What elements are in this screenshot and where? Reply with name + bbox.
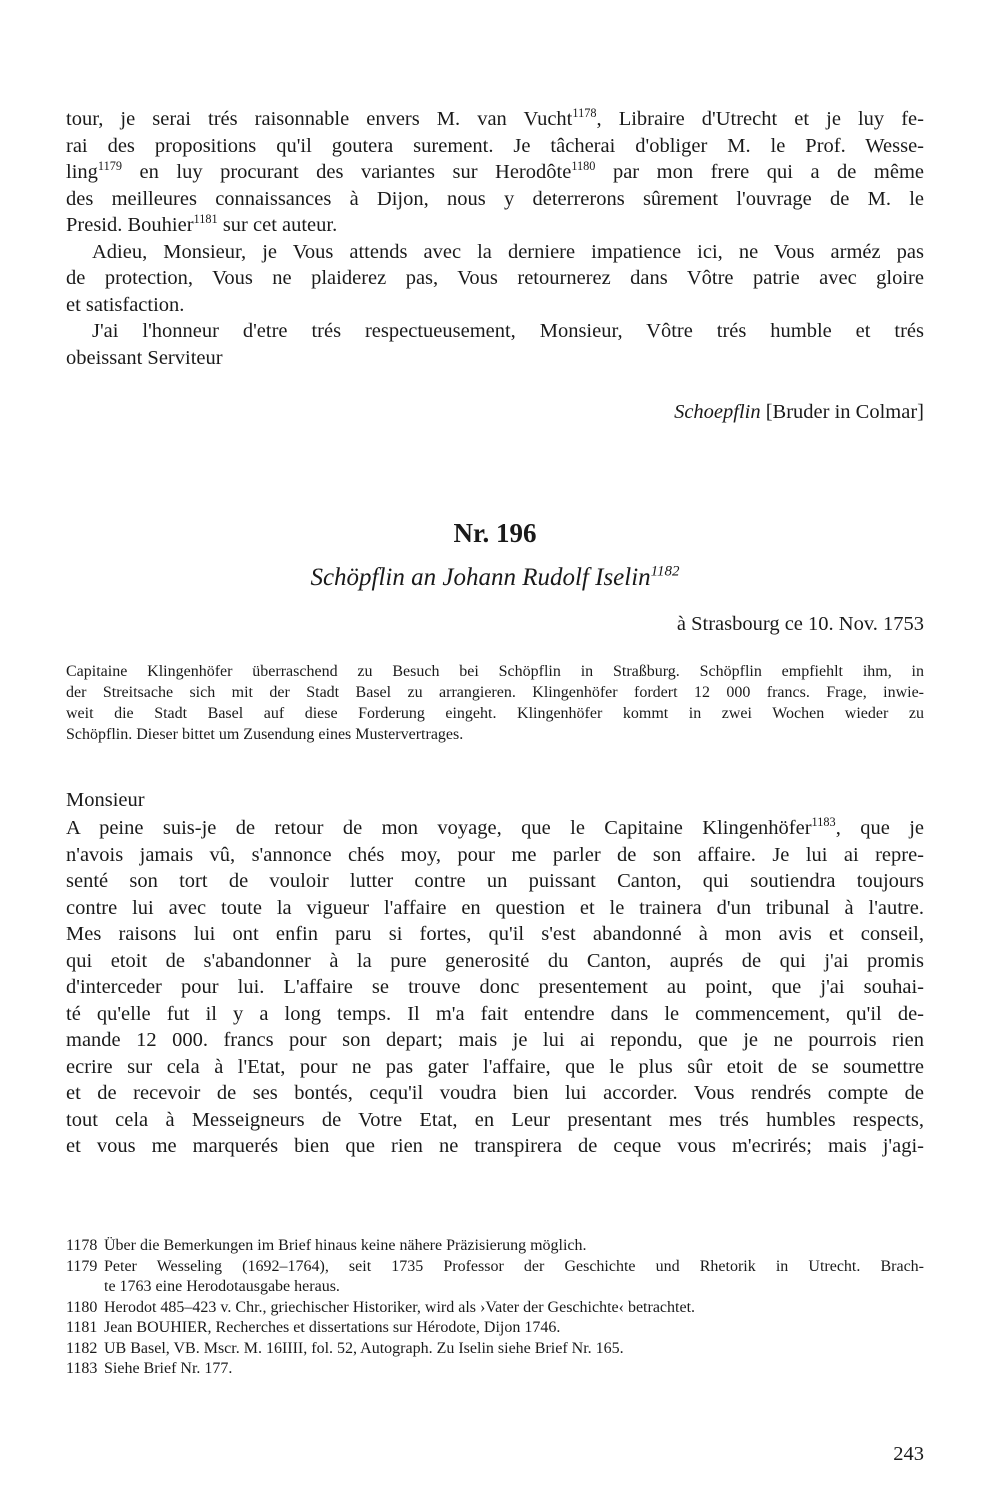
- text-line: qui etoit de s'abandonner à la pure generosité du Canton, auprés de qui j'ai promis: [66, 949, 924, 972]
- footnote-text: te 1763 eine Herodotausgabe heraus.: [104, 1278, 340, 1295]
- text-line: des meilleures connaissances à Dijon, nous y deterrerons sûrement l'ouvrage de M. le: [66, 187, 924, 210]
- page-number: 243: [893, 1443, 924, 1465]
- letter-continuation: [66, 106, 924, 371]
- footnote-number: 1183: [66, 1360, 98, 1377]
- text-line: d'interceder pour lui. L'affaire se trouve donc presentement au point, que j'ai souhai-: [66, 976, 924, 998]
- text-line: et vous me marquerés bien que rien ne transpirera de ceque vous m'ecrirés; mais j'agi-: [66, 1135, 924, 1157]
- summary-line: weit die Stadt Basel auf diese Forderung eingeht. Klingenhöfer kommt in zwei Wochen wieder zu: [66, 705, 924, 722]
- paragraph-1: [66, 106, 924, 239]
- footnote-text: Peter Wesseling (1692–1764), seit 1735 Professor der Geschichte und Rhetorik in Utrecht. Brach-: [104, 1257, 924, 1275]
- text-line: n'avois jamais vû, s'annonce chés moy, pour me parler de son affaire. Je lui ai repre-: [66, 843, 924, 866]
- text-line: rai des propositions qu'il goutera surement. Je tâcherai d'obliger M. le Prof. Wesse-: [66, 134, 924, 157]
- signature-note: [Bruder in Colmar]: [765, 401, 924, 423]
- signature-name: Schoepflin: [674, 401, 761, 423]
- summary-line: Capitaine Klingenhöfer überraschend zu Besuch bei Schöpflin in Straßburg. Schöpflin empfiehlt ihm, in: [66, 663, 924, 680]
- footnote-text: UB Basel, VB. Mscr. M. 16IIII, fol. 52, Autograph. Zu Iselin siehe Brief Nr. 165.: [104, 1339, 624, 1357]
- text-line: té qu'elle fut il y a long temps. Il m'a fait entendre dans le commencement, qu'il de-: [66, 1002, 924, 1025]
- footnote: [66, 1236, 924, 1257]
- letter-title: Schöpflin an Johann Rudolf Iselin$^{1182}$: [310, 563, 680, 591]
- paragraph-3: [66, 318, 924, 371]
- footnote-number: 1180: [66, 1298, 98, 1316]
- footnote-text: Herodot 485–423 v. Chr., griechischer Historiker, wird als ›Vater der Geschichte‹ betrachtet.: [104, 1298, 696, 1316]
- summary-line: der Streitsache sich mit der Stadt Basel zu arrangieren. Klingenhöfer fordert 12 000 francs. Frage, inwie-: [66, 684, 924, 701]
- signature: [674, 401, 924, 424]
- footnote-ref: 1183: [811, 815, 836, 830]
- footnote-ref: 1179: [97, 159, 123, 174]
- text-line: J'ai l'honneur d'etre trés respectueusement, Monsieur, Vôtre trés humble et trés: [92, 320, 924, 342]
- footnote-text: Jean BOUHIER, Recherches et dissertations sur Hérodote, Dijon 1746.: [104, 1319, 561, 1336]
- body-paragraph: [66, 815, 924, 1160]
- text-line: obeissant Serviteur: [66, 346, 223, 369]
- footnote-number: 1179: [66, 1257, 98, 1275]
- text-line: mande 12 000. francs pour son depart; mais je lui ai repondu, que je ne pourrois rien: [66, 1029, 924, 1051]
- footnote: [66, 1298, 924, 1319]
- text-line: tour, je serai trés raisonnable envers M. van Vucht$^{1178}$, Libraire d'Utrecht et je luy fe-: [66, 106, 924, 130]
- text-line: senté son tort de vouloir lutter contre un puissant Canton, qui soutiendra toujours: [66, 870, 924, 892]
- text-line: tout cela à Messeigneurs de Votre Etat, en Leur presentant mes trés humbles respects,: [66, 1108, 924, 1131]
- text-line: ecrire sur cela à l'Etat, pour ne pas gater l'affaire, que le plus sûr etoit de se soumettre: [66, 1055, 924, 1078]
- footnote-number: 1178: [66, 1237, 98, 1254]
- text-line: et satisfaction.: [66, 293, 185, 316]
- place-date: à Strasbourg ce 10. Nov. 1753: [676, 613, 924, 635]
- text-line: ling$^{1179}$ en luy procurant des variantes sur Herodôte$^{1180}$ par mon frere qui a de même: [66, 159, 924, 183]
- footnote-ref: 1180: [571, 159, 596, 174]
- letter-body: [66, 815, 924, 1160]
- footnote: [66, 1318, 924, 1339]
- text-line: A peine suis-je de retour de mon voyage, que le Capitaine Klingenhöfer$^{1183}$, que je: [66, 815, 924, 839]
- footnote-ref: 1181: [193, 212, 218, 227]
- footnotes: [66, 1236, 924, 1380]
- footnote: [66, 1257, 924, 1298]
- text-line: et de recevoir de ses bontés, cequ'il voudra bien lui accorder. Vous rendrés compte de: [66, 1082, 924, 1104]
- paragraph-2: [66, 239, 924, 319]
- text-line: Adieu, Monsieur, je Vous attends avec la derniere impatience ici, ne Vous arméz pas: [92, 240, 924, 263]
- text-line: contre lui avec toute la vigueur l'affaire en question et le trainera d'un tribunal à l'autre.: [66, 896, 924, 919]
- summary-line: Schöpflin. Dieser bittet um Zusendung eines Mustervertrages.: [66, 726, 464, 743]
- footnote: [66, 1359, 924, 1380]
- footnote: [66, 1339, 924, 1360]
- text-line: de protection, Vous ne plaiderez pas, Vous retournerez dans Vôtre patrie avec gloire: [66, 267, 924, 289]
- document-page: [66, 0, 924, 1500]
- letter-summary: [66, 661, 924, 745]
- salutation: Monsieur: [66, 789, 145, 811]
- footnote-text: Siehe Brief Nr. 177.: [104, 1360, 233, 1377]
- footnote-ref: 1182: [650, 563, 680, 580]
- letter-number: Nr. 196: [453, 518, 537, 548]
- footnote-ref: 1178: [572, 106, 597, 121]
- footnote-number: 1182: [66, 1339, 98, 1357]
- footnote-number: 1181: [66, 1319, 98, 1336]
- text-line: Mes raisons lui ont enfin paru si fortes, qu'il s'est abandonné à mon avis et conseil,: [66, 923, 924, 945]
- text-line: Presid. Bouhier$^{1181}$ sur cet auteur.: [66, 212, 338, 236]
- footnote-text: Über die Bemerkungen im Brief hinaus keine nähere Präzisierung möglich.: [104, 1237, 587, 1254]
